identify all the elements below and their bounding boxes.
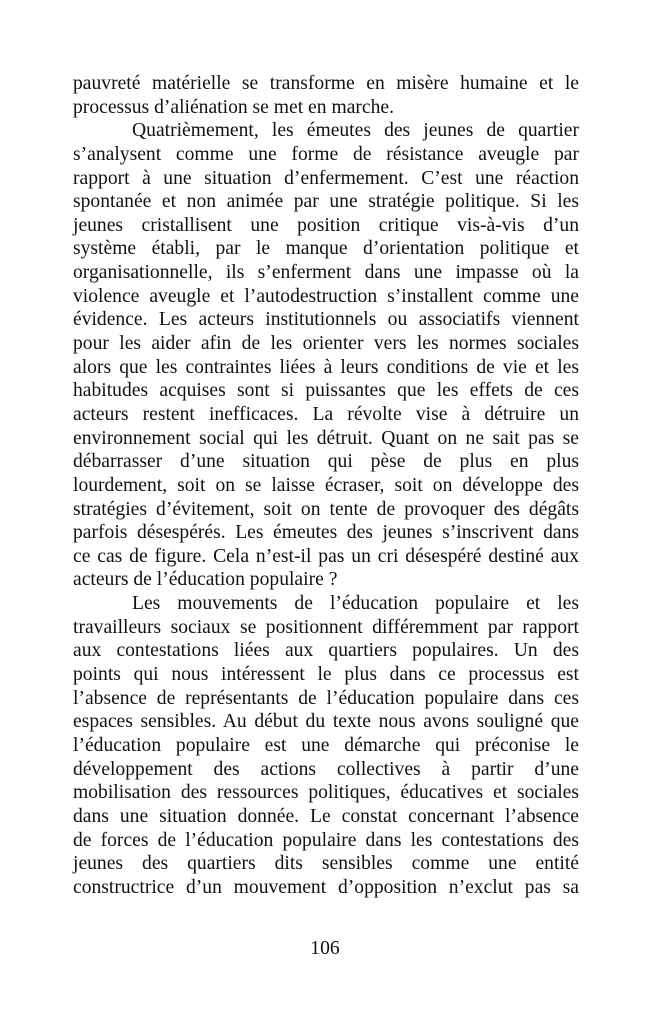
text-line: violence aveugle et l’autodestruction s’installent comme une <box>73 285 579 307</box>
text-line: mobilisation des ressources politiques, éducatives et sociales <box>73 782 579 804</box>
text-line: spontanée et non animée par une stratégie politique. Si les <box>73 191 579 213</box>
text-line: acteurs de l’éducation populaire ? <box>73 569 338 591</box>
text-line: débarrasser d’une situation qui pèse de plus en plus <box>73 451 579 473</box>
text-line: système établi, par le manque d’orientation politique et <box>73 238 579 260</box>
text-line: espaces sensibles. Au début du texte nous avons souligné que <box>73 711 579 733</box>
text-line: lourdement, soit on se laisse écraser, soit on développe des <box>73 474 579 496</box>
text-line: points qui nous intéressent le plus dans ce processus est <box>73 664 579 686</box>
text-line: jeunes des quartiers dits sensibles comme une entité <box>73 853 579 875</box>
text-line: constructrice d’un mouvement d’opposition n’exclut pas sa <box>73 876 579 898</box>
text-line: Quatrièmement, les émeutes des jeunes de quartier <box>132 120 579 142</box>
text-line: développement des actions collectives à partir d’une <box>73 758 579 780</box>
page-body-text <box>73 72 579 899</box>
text-line: l’éducation populaire est une démarche qui préconise le <box>73 734 579 756</box>
text-line: l’absence de représentants de l’éducation populaire dans ces <box>73 687 579 709</box>
text-line: ce cas de figure. Cela n’est-il pas un cri désespéré destiné aux <box>73 545 579 567</box>
text-line: évidence. Les acteurs institutionnels ou associatifs viennent <box>73 309 579 331</box>
text-line: parfois désespérés. Les émeutes des jeunes s’inscrivent dans <box>73 522 579 544</box>
text-line: Les mouvements de l’éducation populaire et les <box>132 593 579 615</box>
text-line: alors que les contraintes liées à leurs conditions de vie et les <box>73 356 579 378</box>
text-line: de forces de l’éducation populaire dans les contestations des <box>73 829 579 851</box>
text-line: dans une situation donnée. Le constat concernant l’absence <box>73 805 579 827</box>
text-line: stratégies d’évitement, soit on tente de provoquer des dégâts <box>73 498 579 520</box>
text-line: s’analysent comme une forme de résistance aveugle par <box>73 143 579 165</box>
text-line: aux contestations liées aux quartiers populaires. Un des <box>73 640 579 662</box>
text-line: travailleurs sociaux se positionnent différemment par rapport <box>73 616 579 638</box>
text-line: acteurs restent inefficaces. La révolte vise à détruire un <box>73 403 579 425</box>
text-line: habitudes acquises sont si puissantes que les effets de ces <box>73 380 579 402</box>
text-line: rapport à une situation d’enfermement. C’est une réaction <box>73 167 579 189</box>
text-line: processus d’aliénation se met en marche. <box>73 96 395 118</box>
text-line: pour les aider afin de les orienter vers les normes sociales <box>73 333 579 355</box>
page-number: 106 <box>310 938 340 959</box>
text-line: pauvreté matérielle se transforme en misère humaine et le <box>73 73 579 94</box>
text-line: organisationnelle, ils s’enferment dans une impasse où la <box>73 262 579 284</box>
text-line: environnement social qui les détruit. Quant on ne sait pas se <box>73 427 579 449</box>
text-line: jeunes cristallisent une position critique vis-à-vis d’un <box>73 214 579 236</box>
